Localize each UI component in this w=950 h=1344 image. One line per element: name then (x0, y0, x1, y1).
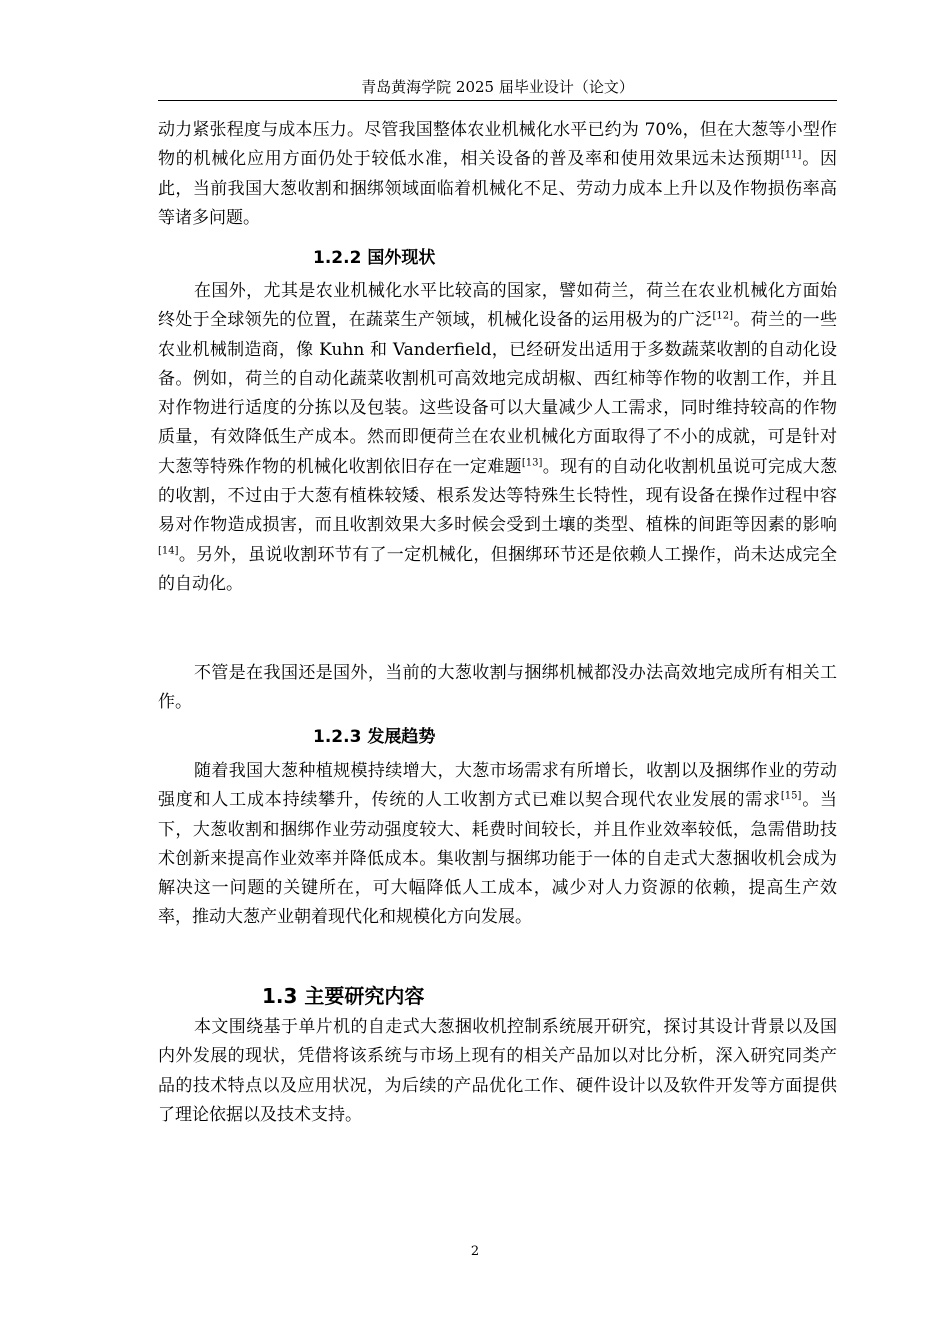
citation-13: [13] (521, 457, 543, 469)
page-number: 2 (470, 1244, 480, 1259)
paragraph-foreign-status: 在国外，尤其是农业机械化水平比较高的国家，譬如荷兰，荷兰在农业机械化方面始终处于全球领先的位置，在蔬菜生产领域，机械化设备的运用极为的广泛[12]。荷兰的一些农业机械制造商，像 Kuhn 和 Vanderfield，已经研发出适用于多数蔬菜收割的自动化设备。例如，荷兰的自动化蔬菜收割机可高效地完成胡椒、西红柿等作物的收割工作，并且对作物进行适度的分拣以及包装。这些设备可以大量减少人工需求，同时维持较高的作物质量，有效降低生产成本。然而即便荷兰在农业机械化方面取得了不小的成就，可是针对大葱等特殊作物的机械化收割依旧存在一定难题[13]。现有的自动化收割机虽说可完成大葱的收割，不过由于大葱有植株较矮、根系发达等特殊生长特性，现有设备在操作过程中容易对作物造成损害，而且收割效果大多时候会受到土壤的类型、植株的间距等因素的影响[14]。另外，虽说收割环节有了一定机械化，但捆绑环节还是依赖人工操作，尚未达成完全的自动化。 (158, 281, 837, 594)
paragraph-research-content: 本文围绕基于单片机的自走式大葱捆收机控制系统展开研究，探讨其设计背景以及国内外发展的现状，凭借将该系统与市场上现有的相关产品加以对比分析，深入研究同类产品的技术特点以及应用状况，为后续的产品优化工作、硬件设计以及软件开发等方面提供了理论依据以及技术支持。 (158, 1017, 837, 1125)
citation-15: [15] (780, 790, 802, 802)
section-heading-1-3: 1.3 主要研究内容 (262, 984, 425, 1008)
page-header (158, 76, 837, 101)
paragraph-labor-cost: 动力紧张程度与成本压力。尽管我国整体农业机械化水平已约为 70%，但在大葱等小型作物的机械化应用方面仍处于较低水准，相关设备的普及率和使用效果远未达预期[11]。因此，当前我国大葱收割和捆绑领域面临着机械化不足、劳动力成本上升以及作物损伤率高等诸多问题。 (158, 120, 837, 228)
citation-12: [12] (712, 310, 734, 322)
citation-11: [11] (780, 149, 802, 161)
section-heading-1-2-2: 1.2.2 国外现状 (313, 248, 436, 268)
paragraph-summary: 不管是在我国还是国外，当前的大葱收割与捆绑机械都没办法高效地完成所有相关工作。 (158, 663, 837, 713)
paragraph-trend: 随着我国大葱种植规模持续增大，大葱市场需求有所增长，收割以及捆绑作业的劳动强度和人工成本持续攀升，传统的人工收割方式已难以契合现代农业发展的需求[15]。当下，大葱收割和捆绑作业劳动强度较大、耗费时间较长，并且作业效率较低，急需借助技术创新来提高作业效率并降低成本。集收割与捆绑功能于一体的自走式大葱捆收机会成为解决这一问题的关键所在，可大幅降低人工成本，减少对人力资源的依赖，提高生产效率，推动大葱产业朝着现代化和规模化方向发展。 (158, 761, 837, 928)
header-title: 青岛黄海学院 2025 届毕业设计（论文） (361, 78, 634, 96)
section-heading-1-2-3: 1.2.3 发展趋势 (313, 727, 436, 747)
citation-14: [14] (158, 545, 179, 557)
